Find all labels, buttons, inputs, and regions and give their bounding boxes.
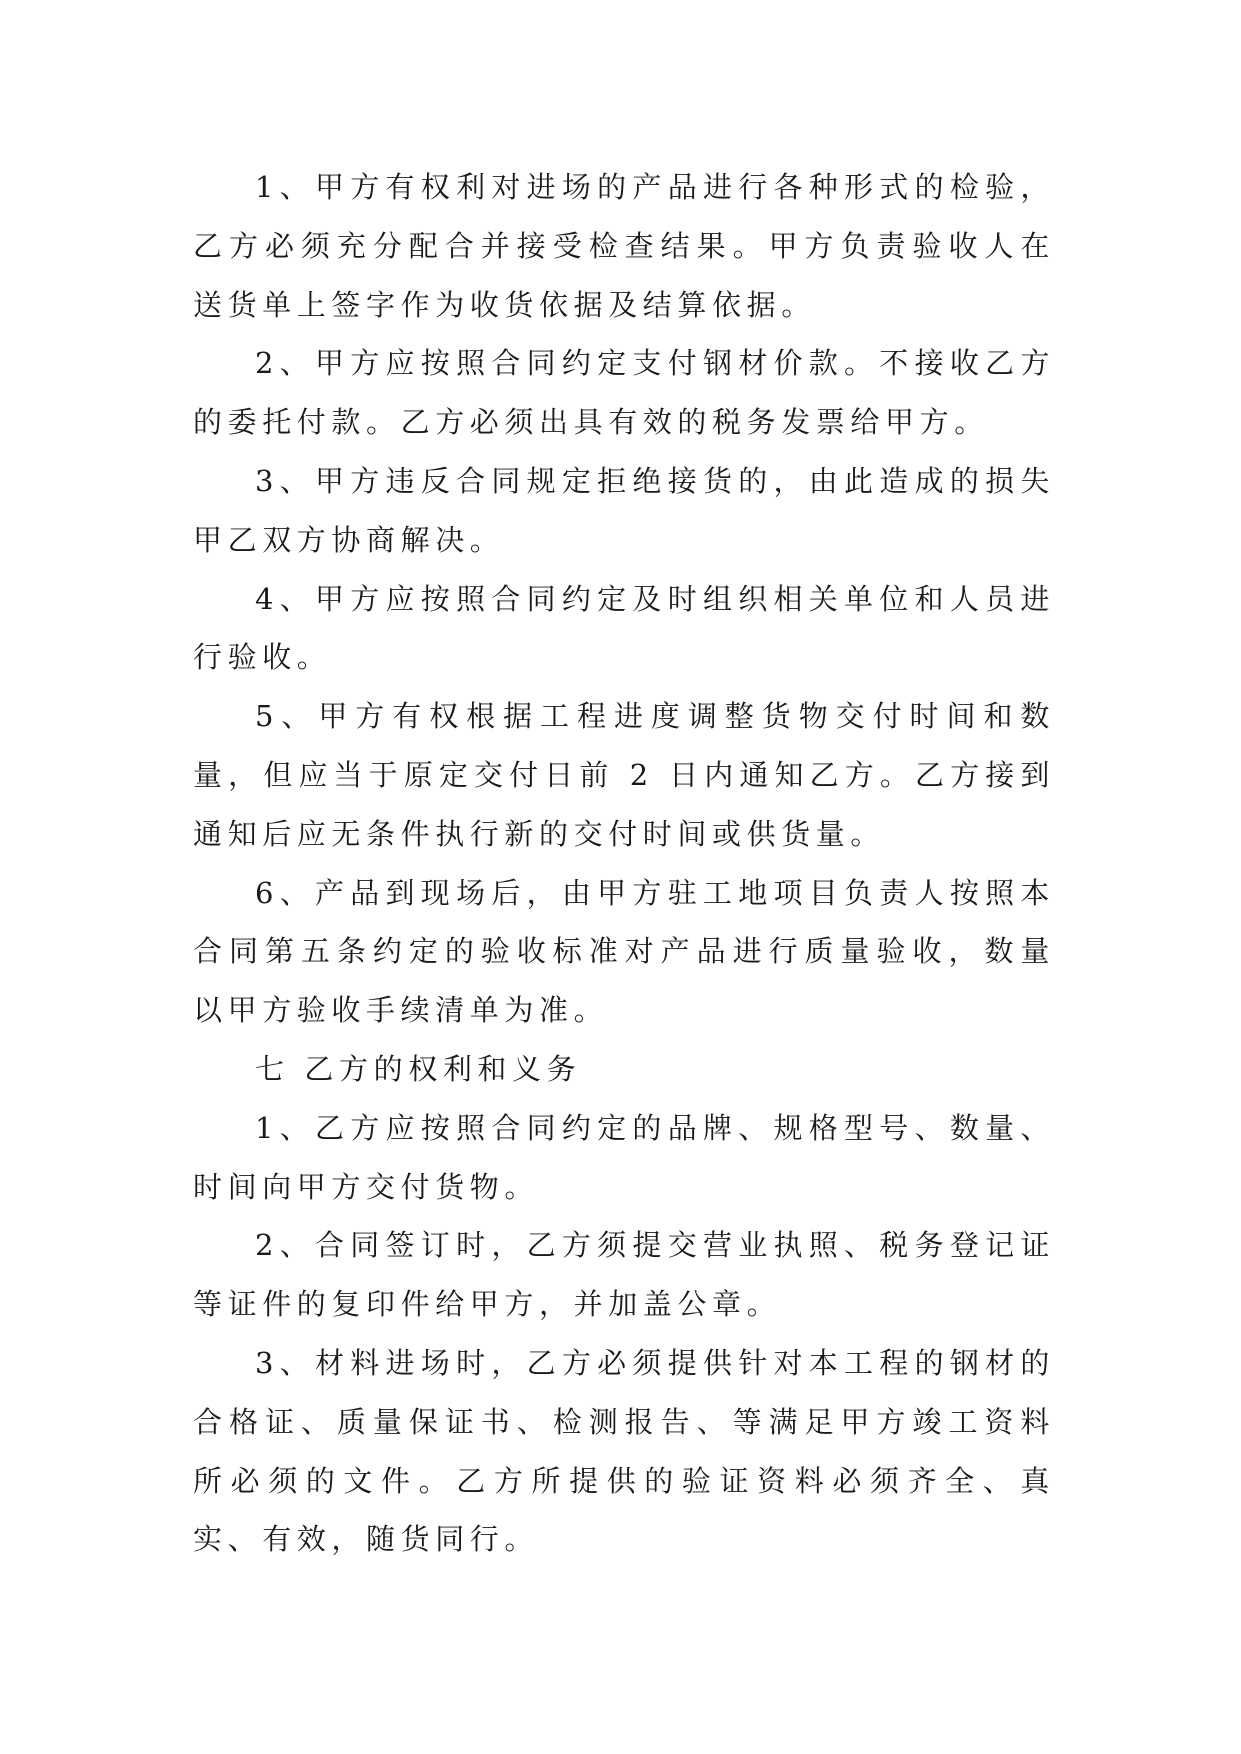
paragraph-9: 3、材料进场时，乙方必须提供针对本工程的钢材的合格证、质量保证书、检测报告、等满足甲方竣工资料所必须的文件。乙方所提供的验证资料必须齐全、真实、有效，随货同行。 — [193, 1345, 1055, 1557]
paragraph-5: 5、甲方有权根据工程进度调整货物交付时间和数量，但应当于原定交付日前 2 日内通知乙方。乙方接到通知后应无条件执行新的交付时间或供货量。 — [193, 699, 1055, 851]
paragraph-4: 4、甲方应按照合同约定及时组织相关单位和人员进行验收。 — [193, 581, 1055, 675]
paragraph-1: 1、甲方有权利对进场的产品进行各种形式的检验，乙方必须充分配合并接受检查结果。甲方负责验收人在送货单上签字作为收货依据及结算依据。 — [193, 170, 1055, 322]
paragraph-3: 3、甲方违反合同规定拒绝接货的，由此造成的损失甲乙双方协商解决。 — [193, 463, 1055, 557]
paragraph-6: 6、产品到现场后，由甲方驻工地项目负责人按照本合同第五条约定的验收标准对产品进行质量验收，数量以甲方验收手续清单为准。 — [193, 875, 1055, 1028]
paragraph-2: 2、甲方应按照合同约定支付钢材价款。不接收乙方的委托付款。乙方必须出具有效的税务发票给甲方。 — [193, 346, 1055, 440]
document-body — [193, 158, 1055, 1569]
paragraph-7: 1、乙方应按照合同约定的品牌、规格型号、数量、时间向甲方交付货物。 — [193, 1110, 1055, 1204]
section-heading: 七 乙方的权利和义务 — [255, 1051, 582, 1086]
paragraph-8: 2、合同签订时，乙方须提交营业执照、税务登记证等证件的复印件给甲方，并加盖公章。 — [193, 1228, 1055, 1322]
